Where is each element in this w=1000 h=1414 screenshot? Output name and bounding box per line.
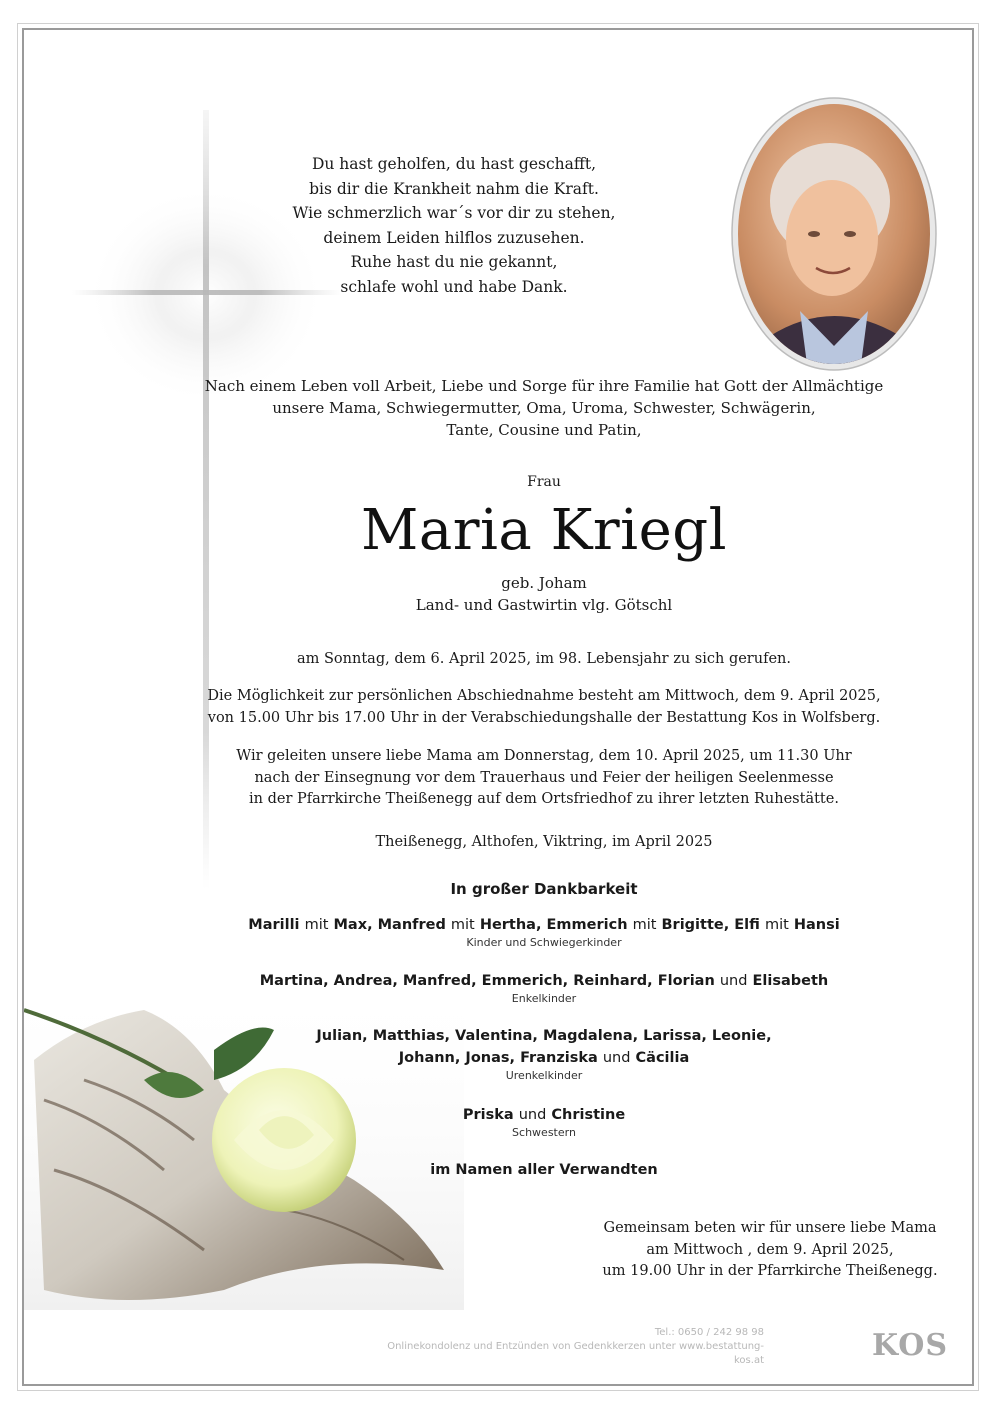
family-group-grandchildren	[234, 970, 854, 1006]
maiden-name: geb. Joham	[501, 574, 587, 592]
names-segment: Hertha, Emmerich	[479, 917, 628, 933]
deceased-name: Maria Kriegl	[360, 498, 727, 563]
kos-logo: KOS	[872, 1328, 949, 1363]
salutation: Frau	[527, 474, 561, 490]
footer-online: Onlinekondolenz und Entzünden von Gedenkkerzen unter www.bestattung-kos.at	[387, 1341, 764, 1366]
prayer-line: um 19.00 Uhr in der Pfarrkirche Theißenegg.	[602, 1263, 938, 1279]
names-segment: Brigitte, Elfi	[661, 917, 760, 933]
poem	[224, 152, 684, 299]
names-segment: Christine	[551, 1107, 626, 1123]
intro-line: Nach einem Leben voll Arbeit, Liebe und Sorge für ihre Familie hat Gott der Allmächtige	[204, 377, 884, 395]
intro-line: Tante, Cousine und Patin,	[446, 421, 642, 439]
rose-on-bark-image	[24, 970, 464, 1310]
family-group-great-grandchildren	[234, 1025, 854, 1083]
conjunction: und	[518, 1107, 547, 1123]
prayer-info	[584, 1218, 956, 1283]
names-segment: Julian, Matthias, Valentina, Magdalena, Larissa, Leonie,	[316, 1028, 772, 1044]
conjunction: mit	[764, 917, 789, 933]
conjunction: und	[602, 1050, 631, 1066]
funeral-line: Wir geleiten unsere liebe Mama am Donnerstag, dem 10. April 2025, um 11.30 Uhr	[236, 748, 852, 764]
farewell-line: von 15.00 Uhr bis 17.00 Uhr in der Verabschiedungshalle der Bestattung Kos in Wolfsberg.	[207, 709, 881, 726]
relatives-line: im Namen aller Verwandten	[430, 1162, 658, 1178]
family-names	[234, 1025, 854, 1069]
obituary-frame	[22, 28, 974, 1386]
death-notice: am Sonntag, dem 6. April 2025, im 98. Lebensjahr zu sich gerufen.	[297, 651, 791, 667]
names-segment: Johann, Jonas, Franziska	[398, 1050, 598, 1066]
relation-label: Kinder und Schwiegerkinder	[466, 936, 622, 949]
names-segment: Max, Manfred	[333, 917, 446, 933]
poem-line: deinem Leiden hilflos zuzusehen.	[323, 228, 585, 247]
names-segment: Marilli	[248, 917, 300, 933]
farewell-line: Die Möglichkeit zur persönlichen Abschiednahme besteht am Mittwoch, dem 9. April 2025,	[207, 688, 881, 704]
place-date: Theißenegg, Althofen, Viktring, im April 2025	[375, 834, 713, 850]
family-names	[234, 1104, 854, 1126]
footer-phone: Tel.: 0650 / 242 98 98	[654, 1327, 764, 1338]
thanks-heading: In großer Dankbarkeit	[450, 880, 638, 898]
farewell-info	[184, 686, 904, 729]
prayer-line: Gemeinsam beten wir für unsere liebe Mama	[603, 1220, 937, 1236]
portrait-photo	[730, 96, 938, 372]
footer-contact	[384, 1326, 864, 1368]
conjunction: mit	[304, 917, 329, 933]
conjunction: mit	[632, 917, 657, 933]
poem-line: Wie schmerzlich war´s vor dir zu stehen,	[292, 204, 616, 222]
relation-label: Urenkelkinder	[505, 1069, 583, 1082]
funeral-info	[184, 746, 904, 811]
relation-label: Enkelkinder	[511, 992, 577, 1005]
names-segment: Priska	[462, 1107, 514, 1123]
poem-line: Du hast geholfen, du hast geschafft,	[311, 155, 597, 173]
intro-line: unsere Mama, Schwiegermutter, Oma, Uroma, Schwester, Schwägerin,	[272, 399, 816, 417]
names-segment: Cäcilia	[635, 1050, 690, 1066]
family-group-sisters	[234, 1104, 854, 1140]
family-names	[234, 970, 854, 992]
conjunction: mit	[450, 917, 475, 933]
deceased-details	[324, 572, 764, 616]
intro-text	[174, 375, 914, 441]
family-group-children	[234, 914, 854, 950]
names-segment: Hansi	[793, 917, 840, 933]
poem-line: schlafe wohl und habe Dank.	[340, 277, 568, 296]
occupation: Land- und Gastwirtin vlg. Götschl	[415, 596, 673, 614]
names-segment: Martina, Andrea, Manfred, Emmerich, Reinhard, Florian	[259, 973, 715, 989]
funeral-line: in der Pfarrkirche Theißenegg auf dem Ortsfriedhof zu ihrer letzten Ruhestätte.	[249, 791, 839, 807]
relation-label: Schwestern	[512, 1126, 576, 1139]
poem-line: Ruhe hast du nie gekannt,	[350, 253, 558, 271]
conjunction: und	[719, 973, 748, 989]
names-segment: Elisabeth	[752, 973, 829, 989]
family-names	[234, 914, 854, 936]
funeral-line: nach der Einsegnung vor dem Trauerhaus und Feier der heiligen Seelenmesse	[254, 769, 834, 786]
prayer-line: am Mittwoch , dem 9. April 2025,	[646, 1241, 894, 1258]
poem-line: bis dir die Krankheit nahm die Kraft.	[309, 179, 599, 198]
